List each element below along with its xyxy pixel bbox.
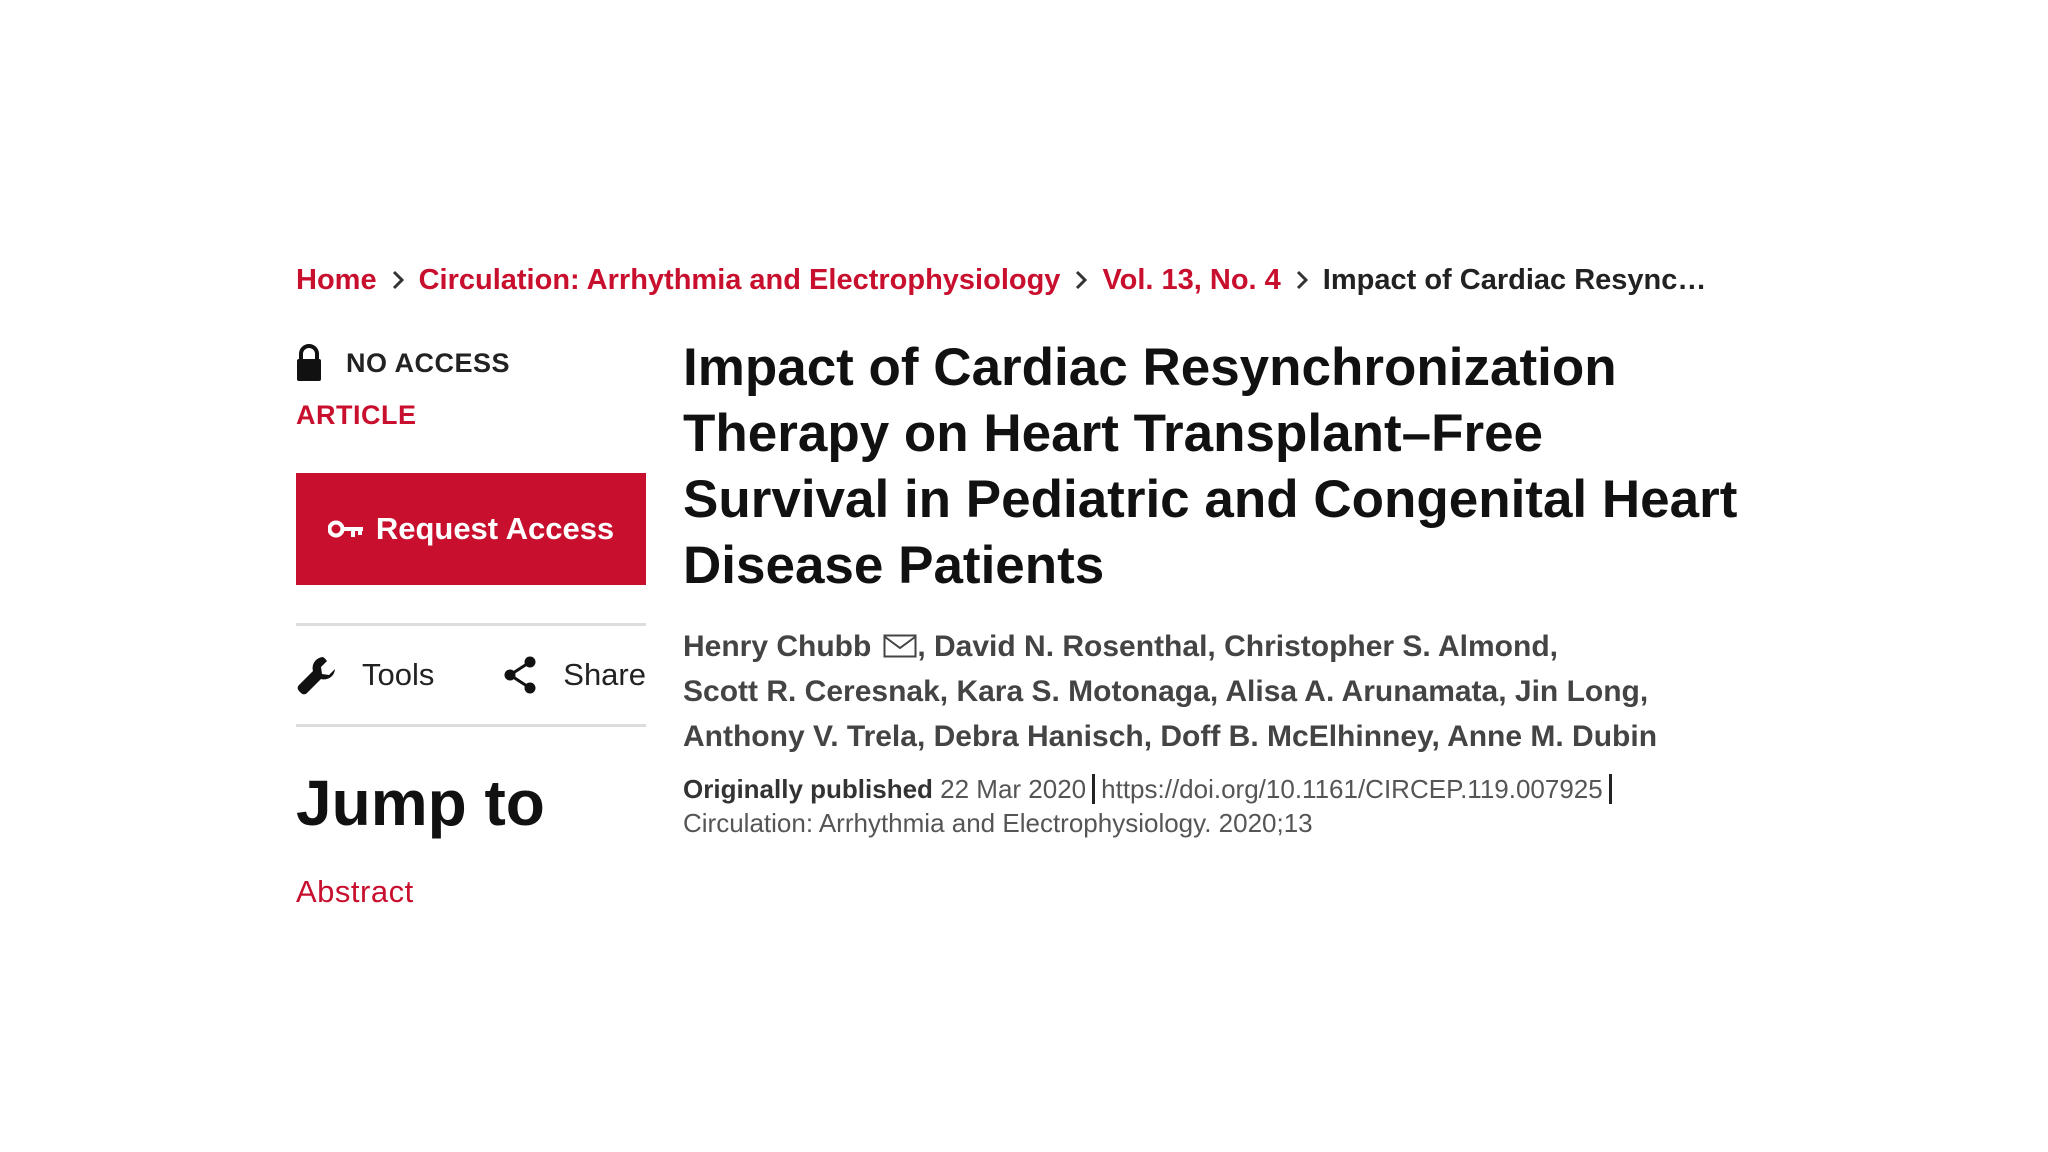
tools-share-row [296,650,646,700]
chevron-right-icon [1295,269,1309,291]
author-link[interactable]: Jin Long [1514,675,1640,708]
author-link[interactable]: Henry Chubb [683,630,872,663]
tools-button[interactable] [296,654,434,696]
jump-link-abstract[interactable]: Abstract [296,874,414,909]
tools-label: Tools [362,657,435,692]
article-type-label: ARTICLE [296,400,417,430]
chevron-right-icon [1074,269,1088,291]
published-date: 22 Mar 2020 [940,774,1087,804]
share-button[interactable] [501,655,646,695]
divider [296,724,646,727]
breadcrumb [296,262,1706,298]
author-link[interactable]: Scott R. Ceresnak [683,675,940,708]
publication-meta [683,772,1783,840]
share-icon [501,655,539,695]
author-list: Henry Chubb , David N. Rosenthal, Christopher S. Almond, Scott R. Ceresnak, Kara S. Motonaga, Alisa A. Arunamata, Jin Long, Anthony V. Trela, Debra Hanisch, Doff B. McElhinney, Anne M. Dubin [683,630,1658,753]
lock-icon [296,344,322,382]
request-access-label: Request Access [375,511,615,546]
key-icon [328,519,364,539]
author-link[interactable]: Anthony V. Trela [683,720,917,753]
breadcrumb-current: Impact of Cardiac Resync… [1322,263,1707,296]
share-label: Share [563,657,646,692]
citation: Circulation: Arrhythmia and Electrophysiology. 2020;13 [683,808,1313,838]
meta-separator [1609,774,1612,804]
mail-icon[interactable] [883,634,917,658]
author-link[interactable]: David N. Rosenthal [934,630,1208,663]
breadcrumb-home-link[interactable]: Home [296,263,377,296]
meta-separator [1092,774,1095,804]
author-link[interactable]: Doff B. McElhinney [1160,720,1432,753]
access-label: NO ACCESS [346,347,511,378]
author-link[interactable]: Debra Hanisch [933,720,1144,753]
jump-to-heading: Jump to [296,767,545,839]
author-link[interactable]: Anne M. Dubin [1447,720,1658,753]
doi-link[interactable]: https://doi.org/10.1161/CIRCEP.119.007925 [1101,774,1603,804]
author-link[interactable]: Alisa A. Arunamata [1225,675,1499,708]
author-link[interactable]: Kara S. Motonaga [956,675,1210,708]
access-status [296,344,510,382]
article-title: Impact of Cardiac Resynchronization Therapy on Heart Transplant–Free Survival in Pediatric and Congenital Heart Disease Patients [683,338,1738,595]
chevron-right-icon [391,269,405,291]
author-link[interactable]: Christopher S. Almond [1224,630,1550,663]
breadcrumb-journal-link[interactable]: Circulation: Arrhythmia and Electrophysiology [418,263,1061,296]
wrench-icon [296,654,338,696]
request-access-button[interactable] [296,473,646,585]
published-label: Originally published [683,774,933,804]
breadcrumb-issue-link[interactable]: Vol. 13, No. 4 [1102,263,1281,296]
divider [296,623,646,626]
